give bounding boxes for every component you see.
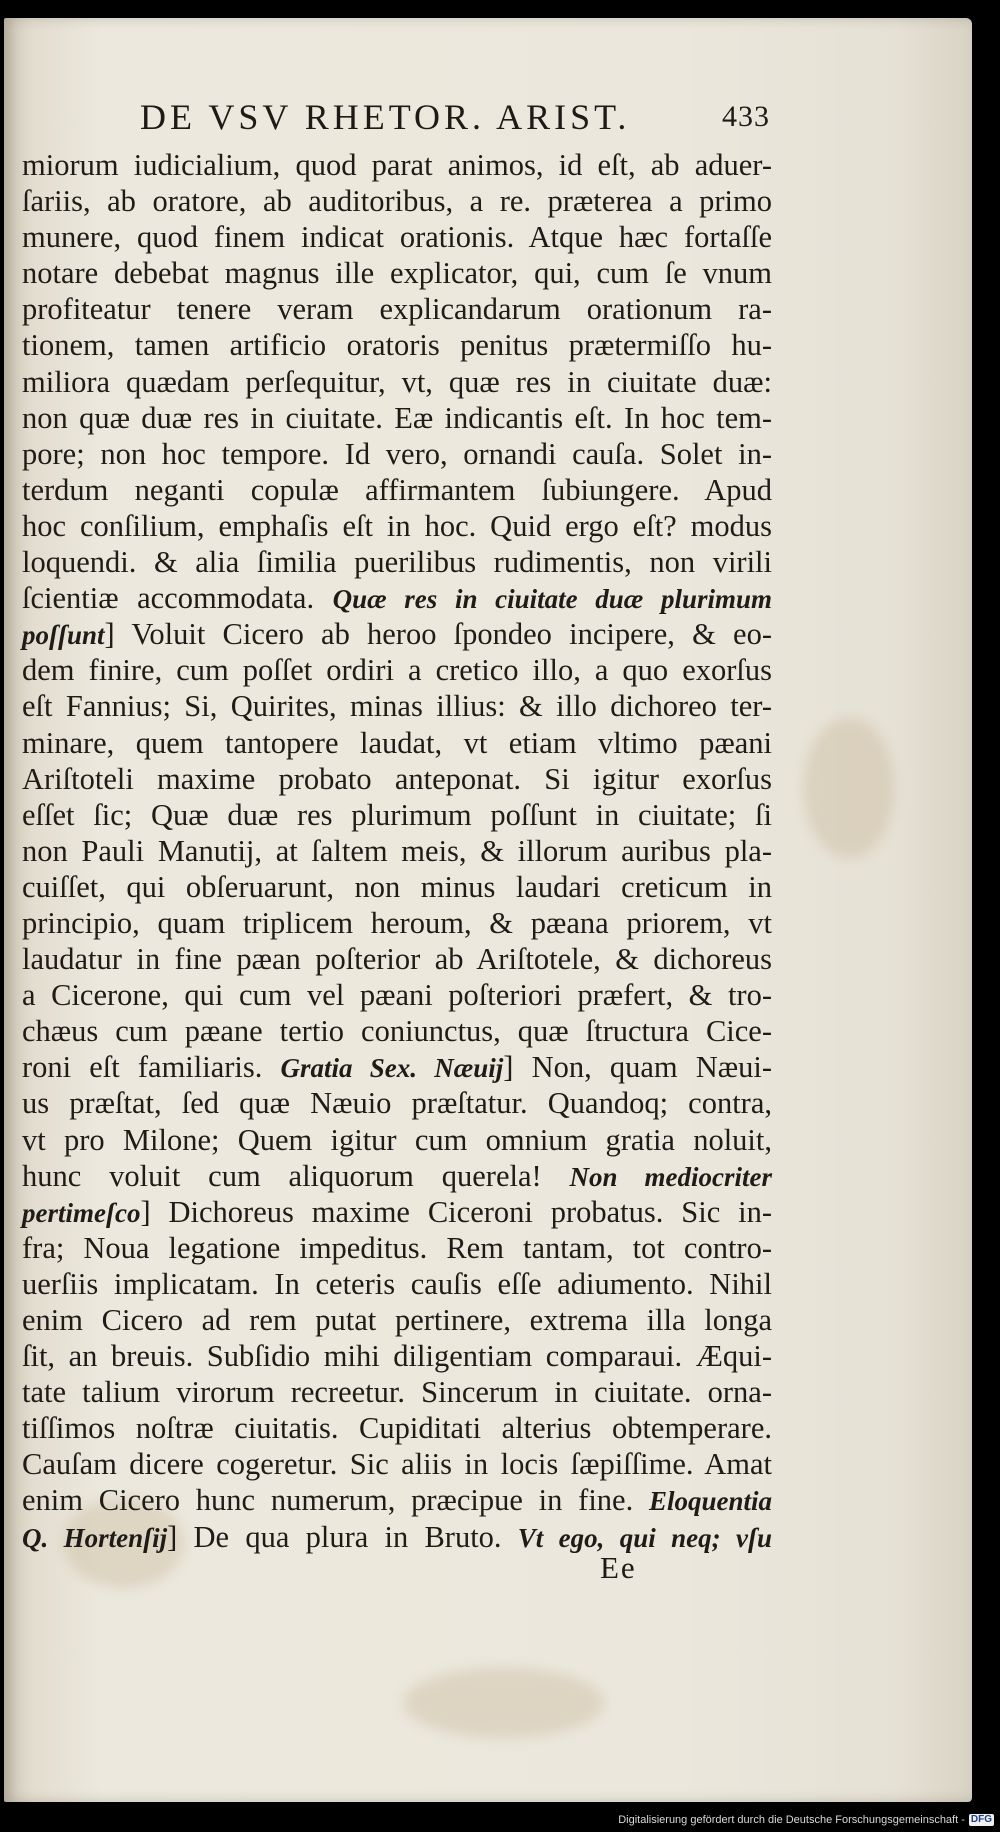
italic-lemma: pertimeſco [22,1197,141,1228]
text-line [22,688,772,724]
text-segment: tiſſimos noſtræ ciuitatis. Cupiditati alterius obtemperare. [22,1411,772,1446]
text-segment: minare, quem tantopere laudat, vt etiam vltimo pæani [22,725,772,760]
text-line [22,147,772,183]
text-line [22,291,772,327]
credit-text: Digitalisierung gefördert durch die Deutsche Forschungsgemeinschaft - [618,1814,965,1826]
text-segment: profiteatur tenere veram explicandarum orationum ra- [22,292,772,327]
text-segment: dem finire, cum poſſet ordiri a cretico illo, a quo exorſus [22,653,772,688]
text-segment: us præſtat, ſed quæ Næuio præſtatur. Quandoq; contra, [22,1086,772,1121]
text-segment: ſariis, ab oratore, ab auditoribus, a re. præterea a primo [22,184,772,219]
text-line [22,1049,772,1085]
text-line [22,1013,772,1049]
text-segment: hoc conſilium, emphaſis eſt in hoc. Quid ergo eſt? modus [22,508,772,543]
text-line [22,797,772,833]
text-line [22,1338,772,1374]
text-segment: chæus cum pæane tertio coniunctus, quæ ſtructura Cice- [22,1014,772,1049]
italic-lemma: Eloquentia [648,1486,772,1517]
text-line [22,1158,772,1194]
italic-lemma: Q. Hortenſij [22,1522,168,1553]
italic-lemma: Quæ res in ciuitate duæ plurimum [332,584,772,615]
text-segment: ] Voluit Cicero ab heroo ſpondeo incipere, & eo- [104,617,772,652]
text-line [22,833,772,869]
text-segment: eſſet ſic; Quæ duæ res plurimum poſſunt in ciuitate; ſi [22,797,772,832]
body-text [22,147,772,1555]
text-line [22,616,772,652]
text-segment: fra; Noua legatione impeditus. Rem tantam, tot contro- [22,1230,772,1265]
text-line [22,652,772,688]
text-line [22,1446,772,1482]
italic-lemma: Vt ego, qui neq; vſu [517,1522,772,1553]
text-line [22,472,772,508]
text-line [22,1374,772,1410]
text-line [22,1266,772,1302]
text-line [22,1482,772,1518]
text-segment: non Pauli Manutij, at ſaltem meis, & illorum auribus pla- [22,833,772,868]
text-line [22,508,772,544]
text-line [22,255,772,291]
text-segment: ] Non, quam Næui- [503,1050,772,1085]
text-line [22,183,772,219]
text-line [22,544,772,580]
text-segment: enim Cicero hunc numerum, præcipue in fine. [22,1483,649,1518]
text-segment: uerſiis implicatam. In ceteris cauſis eſſe adiumento. Nihil [22,1266,772,1301]
text-segment: non quæ duæ res in ciuitate. Eæ indicantis eſt. In hoc tem- [22,400,772,435]
text-segment: eſt Fannius; Si, Quirites, minas illius: & illo dichoreo ter- [22,689,772,724]
text-segment: ] De qua plura in Bruto. [167,1519,518,1554]
text-segment: miorum iudicialium, quod parat animos, id eſt, ab aduer- [22,148,772,182]
text-segment: tionem, tamen artificio oratoris penitus prætermiſſo hu- [22,328,772,363]
text-segment: principio, quam triplicem heroum, & pæana priorem, vt [22,905,772,940]
text-line [22,327,772,363]
text-line [22,436,772,472]
running-head: DE VSV RHETOR. ARIST. [140,97,631,137]
text-segment: pore; non hoc tempore. Id vero, ornandi cauſa. Solet in- [22,436,772,471]
text-line [22,1085,772,1121]
text-line [22,761,772,797]
text-segment: notare debebat magnus ille explicator, qui, cum ſe vnum [22,256,772,291]
page-number: 433 [722,100,770,133]
text-segment: ſit, an breuis. Subſidio mihi diligentiam comparaui. Æqui- [22,1339,772,1374]
text-segment: ſcientiæ accommodata. [22,581,333,616]
text-segment: hunc voluit cum aliquorum querela! [22,1158,570,1193]
text-segment: Cauſam dicere cogeretur. Sic aliis in locis ſæpiſſime. Amat [22,1447,772,1482]
text-line [22,219,772,255]
text-line [22,1519,772,1555]
text-line [22,1122,772,1158]
text-line [22,977,772,1013]
text-segment: tate talium virorum recreetur. Sincerum in ciuitate. orna- [22,1375,772,1410]
italic-lemma: Non mediocriter [569,1161,772,1192]
text-line [22,869,772,905]
text-line [22,1410,772,1446]
text-line [22,1194,772,1230]
text-segment: enim Cicero ad rem putat pertinere, extrema illa longa [22,1303,772,1337]
text-segment: a Cicerone, qui cum vel pæani poſteriori præfert, & tro- [22,978,772,1013]
text-line [22,941,772,977]
text-segment: roni eſt familiaris. [22,1050,281,1085]
text-line [22,725,772,761]
text-segment: terdum neganti copulæ affirmantem ſubiungere. Apud [22,472,772,507]
text-segment: ] Dichoreus maxime Ciceroni probatus. Sic in- [140,1194,772,1229]
text-segment: loquendi. & alia ſimilia puerilibus rudimentis, non virili [22,545,772,580]
catchword: Ee [600,1550,637,1585]
text-line [22,905,772,941]
text-line [22,1302,772,1338]
text-segment: laudatur in fine pæan poſterior ab Ariſtotele, & dichoreus [22,942,772,977]
text-line [22,400,772,436]
italic-lemma: Gratia Sex. Næuij [280,1053,504,1084]
text-line [22,1230,772,1266]
text-line [22,580,772,616]
dfg-logo: DFG [970,1814,992,1825]
digitization-credit [618,1814,994,1826]
text-segment: vt pro Milone; Quem igitur cum omnium gratia noluit, [22,1122,772,1157]
text-segment: munere, quod finem indicat orationis. Atque hæc fortaſſe [22,220,772,255]
text-segment: miliora quædam perſequitur, vt, quæ res in ciuitate duæ: [22,364,772,399]
paper-stain [804,718,894,858]
text-segment: cuiſſet, qui obſeruarunt, non minus laudari creticum in [22,869,772,904]
text-line [22,364,772,400]
paper-stain [404,1668,604,1738]
text-segment: Ariſtoteli maxime probato anteponat. Si igitur exorſus [22,761,772,796]
italic-lemma: poſſunt [22,620,105,651]
